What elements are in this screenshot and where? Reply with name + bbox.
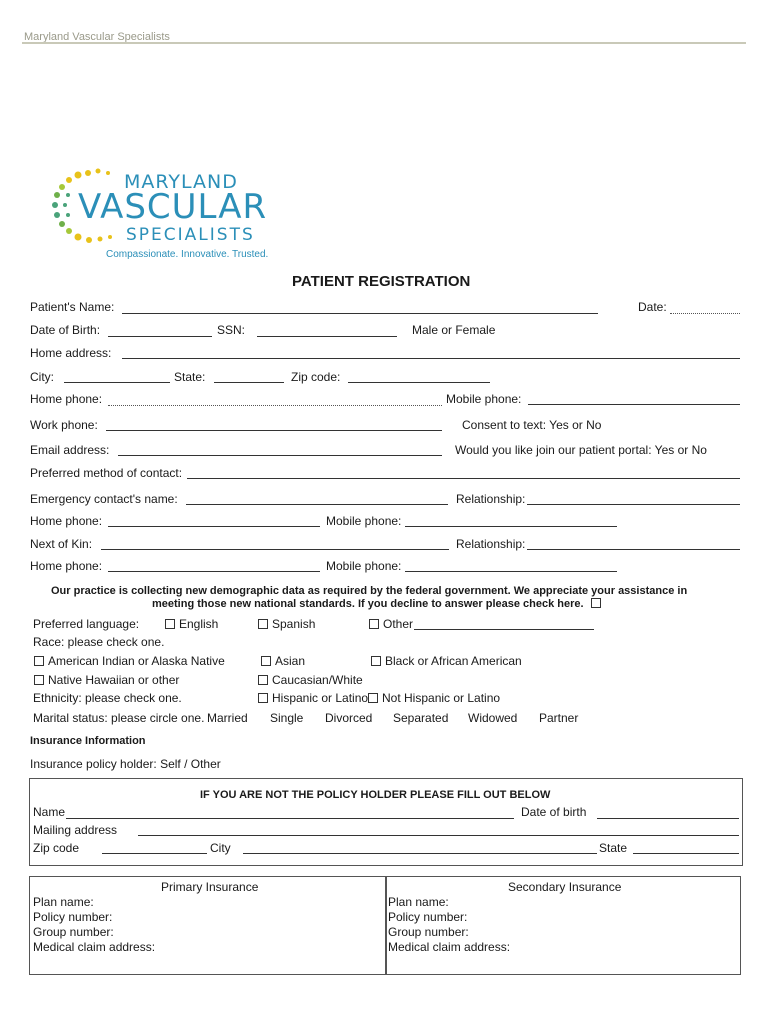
emergency-home-phone-field[interactable] — [108, 526, 320, 527]
race-black[interactable] — [371, 654, 522, 668]
portal-label: Would you like join our patient portal: Yes or No — [455, 443, 707, 457]
next-of-kin-field[interactable] — [101, 549, 449, 550]
ssn-field[interactable] — [257, 336, 397, 337]
preferred-contact-field[interactable] — [187, 478, 740, 479]
holder-city-field[interactable] — [243, 853, 597, 854]
primary-plan-name[interactable]: Plan name: — [33, 895, 94, 909]
state-field[interactable] — [214, 382, 284, 383]
holder-state-field[interactable] — [633, 853, 739, 854]
logo — [48, 165, 288, 265]
secondary-group-number[interactable]: Group number: — [388, 925, 469, 939]
home-phone-label: Home phone: — [30, 392, 103, 406]
zip-label: Zip code: — [291, 370, 341, 384]
logo-text-maryland: MARYLAND — [124, 171, 238, 193]
decline-checkbox[interactable] — [591, 598, 601, 608]
work-phone-field[interactable] — [106, 430, 442, 431]
logo-text-specialists: SPECIALISTS — [126, 225, 255, 245]
logo-tagline: Compassionate. Innovative. Trusted. — [106, 249, 269, 260]
race-label: Race: please check one. — [33, 635, 165, 649]
logo-text-vascular: VASCULAR — [78, 187, 268, 227]
marital-separated[interactable]: Separated — [393, 711, 449, 725]
marital-married[interactable]: Married — [207, 711, 248, 725]
race-asian[interactable] — [261, 654, 305, 668]
secondary-policy-number[interactable]: Policy number: — [388, 910, 468, 924]
mobile-phone-label: Mobile phone: — [446, 392, 522, 406]
marital-label: Marital status: please circle one. — [33, 711, 205, 725]
home-address-label: Home address: — [30, 346, 112, 360]
holder-dob-label: Date of birth — [521, 805, 587, 819]
email-label: Email address: — [30, 443, 110, 457]
marital-widowed[interactable]: Widowed — [468, 711, 518, 725]
checkbox-icon[interactable] — [258, 619, 268, 629]
relationship-label: Relationship: — [456, 492, 526, 506]
holder-zip-field[interactable] — [102, 853, 207, 854]
ssn-label: SSN: — [217, 323, 246, 337]
policy-holder-label: Insurance policy holder: Self / Other — [30, 757, 221, 771]
holder-city-label: City — [210, 841, 231, 855]
home-address-field[interactable] — [122, 358, 740, 359]
header-org-name: Maryland Vascular Specialists — [24, 31, 170, 43]
mobile-phone-field[interactable] — [528, 404, 740, 405]
next-of-kin-label: Next of Kin: — [30, 537, 93, 551]
work-phone-label: Work phone: — [30, 418, 98, 432]
lang-spanish[interactable] — [258, 617, 315, 631]
holder-mailing-label: Mailing address — [33, 823, 118, 837]
city-field[interactable] — [64, 382, 170, 383]
emergency-name-field[interactable] — [186, 504, 448, 505]
race-native-hawaiian-label: Native Hawaiian or other — [48, 673, 180, 687]
kin-mobile-phone-label: Mobile phone: — [326, 559, 402, 573]
header-rule — [22, 42, 746, 44]
kin-relationship-field[interactable] — [527, 549, 740, 550]
ethnicity-not-hispanic-label: Not Hispanic or Latino — [382, 691, 501, 705]
kin-mobile-phone-field[interactable] — [405, 571, 617, 572]
ethnicity-not-hispanic[interactable] — [368, 691, 500, 705]
checkbox-icon[interactable] — [258, 693, 268, 703]
marital-single[interactable]: Single — [270, 711, 304, 725]
emergency-name-label: Emergency contact's name: — [30, 492, 178, 506]
holder-mailing-field[interactable] — [138, 835, 739, 836]
lang-other[interactable] — [369, 617, 413, 631]
insurance-heading: Insurance Information — [30, 735, 146, 747]
city-label: City: — [30, 370, 54, 384]
ethnicity-hispanic[interactable] — [258, 691, 368, 705]
race-caucasian-label: Caucasian/White — [272, 673, 363, 687]
lang-other-field[interactable] — [414, 629, 594, 630]
checkbox-icon[interactable] — [261, 656, 271, 666]
checkbox-icon[interactable] — [258, 675, 268, 685]
preferred-contact-label: Preferred method of contact: — [30, 466, 183, 480]
race-asian-label: Asian — [275, 654, 306, 668]
policy-holder-box-title: IF YOU ARE NOT THE POLICY HOLDER PLEASE FILL OUT BELOW — [200, 789, 551, 801]
primary-claim-address[interactable]: Medical claim address: — [33, 940, 156, 954]
sex-label: Male or Female — [412, 323, 496, 337]
checkbox-icon[interactable] — [34, 675, 44, 685]
demographics-notice-text: meeting those new national standards. If you decline to answer please check here. — [152, 598, 584, 610]
dob-field[interactable] — [108, 336, 212, 337]
primary-insurance-title: Primary Insurance — [161, 880, 259, 894]
date-field[interactable] — [670, 313, 740, 314]
primary-policy-number[interactable]: Policy number: — [33, 910, 113, 924]
ethnicity-hispanic-label: Hispanic or Latino — [272, 691, 369, 705]
race-native-hawaiian[interactable] — [34, 673, 179, 687]
emergency-home-phone-label: Home phone: — [30, 514, 103, 528]
lang-english-label: English — [179, 617, 219, 631]
checkbox-icon[interactable] — [368, 693, 378, 703]
checkbox-icon[interactable] — [371, 656, 381, 666]
secondary-claim-address[interactable]: Medical claim address: — [388, 940, 511, 954]
holder-name-label: Name — [33, 805, 66, 819]
consent-text-label: Consent to text: Yes or No — [462, 418, 602, 432]
lang-spanish-label: Spanish — [272, 617, 316, 631]
form-title: PATIENT REGISTRATION — [292, 273, 471, 290]
zip-field[interactable] — [348, 382, 490, 383]
email-field[interactable] — [118, 455, 442, 456]
preferred-language-label: Preferred language: — [33, 617, 140, 631]
kin-home-phone-label: Home phone: — [30, 559, 103, 573]
primary-group-number[interactable]: Group number: — [33, 925, 114, 939]
state-label: State: — [174, 370, 206, 384]
kin-home-phone-field[interactable] — [108, 571, 320, 572]
emergency-mobile-phone-field[interactable] — [405, 526, 617, 527]
secondary-plan-name[interactable]: Plan name: — [388, 895, 449, 909]
emergency-mobile-phone-label: Mobile phone: — [326, 514, 402, 528]
ethnicity-label: Ethnicity: please check one. — [33, 691, 182, 705]
race-american-indian-label: American Indian or Alaska Native — [48, 654, 225, 668]
date-label: Date: — [638, 300, 667, 314]
kin-relationship-label: Relationship: — [456, 537, 526, 551]
demographics-notice-line2 — [152, 598, 605, 610]
marital-partner[interactable]: Partner — [539, 711, 579, 725]
patient-name-field[interactable] — [122, 313, 598, 314]
checkbox-icon[interactable] — [165, 619, 175, 629]
lang-english[interactable] — [165, 617, 218, 631]
marital-divorced[interactable]: Divorced — [325, 711, 373, 725]
race-black-label: Black or African American — [385, 654, 522, 668]
holder-name-field[interactable] — [66, 818, 514, 819]
patient-name-label: Patient's Name: — [30, 300, 115, 314]
home-phone-field[interactable] — [108, 405, 442, 406]
relationship-field[interactable] — [527, 504, 740, 505]
race-caucasian[interactable] — [258, 673, 363, 687]
demographics-notice-line1: Our practice is collecting new demographic data as required by the federal government. We appreciate your assistance in — [51, 585, 688, 597]
holder-state-label: State — [599, 841, 628, 855]
checkbox-icon[interactable] — [369, 619, 379, 629]
holder-dob-field[interactable] — [597, 818, 739, 819]
dob-label: Date of Birth: — [30, 323, 101, 337]
lang-other-label: Other — [383, 617, 414, 631]
race-american-indian[interactable] — [34, 654, 225, 668]
secondary-insurance-title: Secondary Insurance — [508, 880, 622, 894]
checkbox-icon[interactable] — [34, 656, 44, 666]
holder-zip-label: Zip code — [33, 841, 80, 855]
